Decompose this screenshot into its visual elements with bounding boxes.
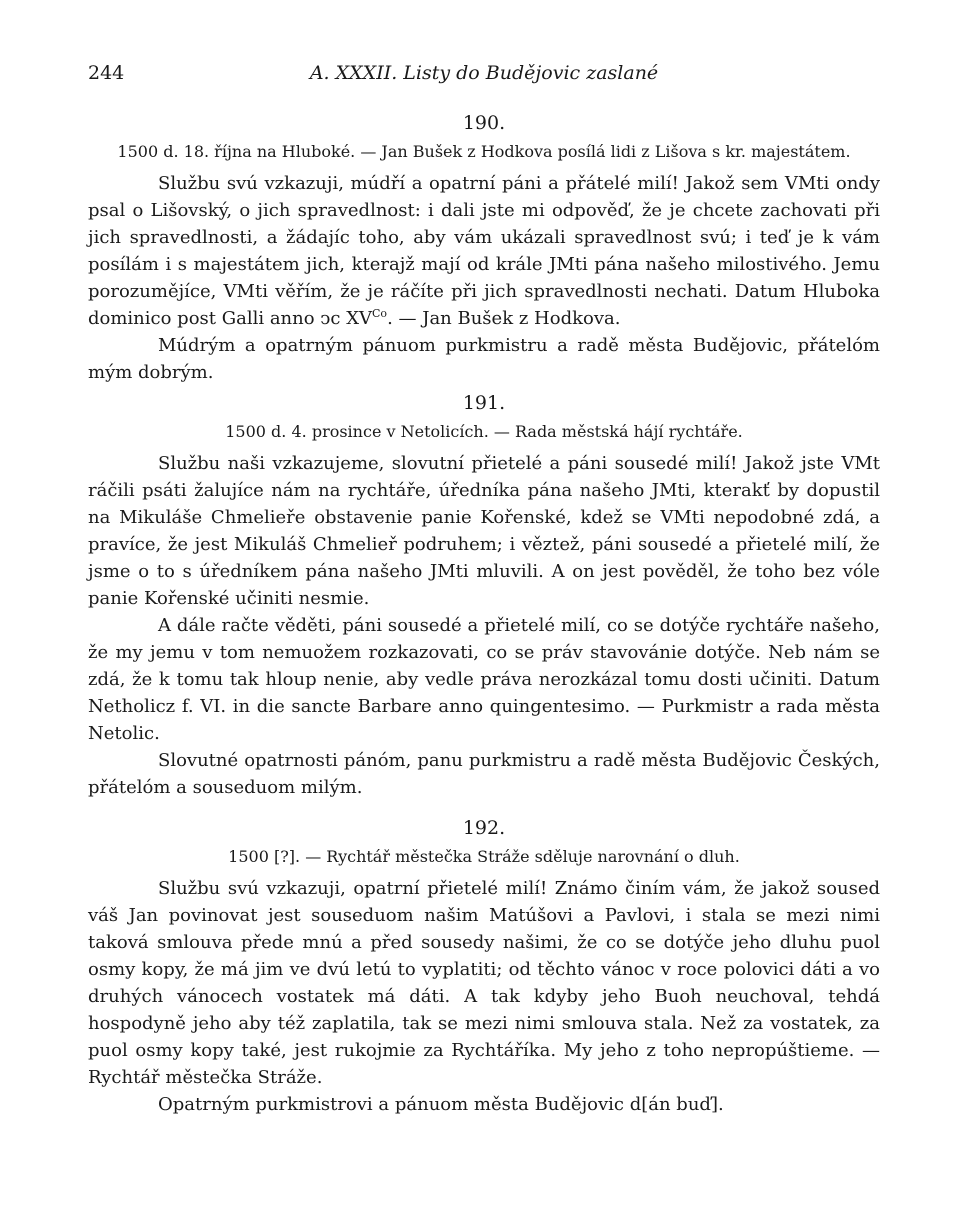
letter-body bbox=[88, 170, 880, 332]
letter-address: Slovutné opatrnosti pánóm, panu purkmistru a radě města Budějovic Českých, přátelóm a souseduom milým. bbox=[88, 750, 880, 798]
letter-heading: 1500 [?]. — Rychtář městečka Stráže sděluje narovnání o dluh. bbox=[228, 847, 740, 866]
page-number: 244 bbox=[88, 62, 125, 84]
letter-heading: 1500 d. 18. října na Hluboké. — Jan Bušek z Hodkova posílá lidi z Lišova s kr. majestátem. bbox=[117, 142, 851, 161]
letter-number: 192. bbox=[462, 817, 506, 839]
letter-body-closing: . — Jan Bušek z Hodkova. bbox=[387, 308, 621, 329]
letter-number: 191. bbox=[462, 392, 506, 414]
letter-heading: 1500 d. 4. prosince v Netolicích. — Rada městská hájí rychtáře. bbox=[225, 422, 743, 441]
letter-address: Múdrým a opatrným pánuom purkmistru a radě města Budějovic, přátelóm mým dobrým. bbox=[88, 335, 880, 383]
letter-address: Opatrným purkmistrovi a pánuom města Budějovic d[án buď]. bbox=[158, 1094, 724, 1115]
document-page bbox=[88, 56, 880, 1118]
letter-paragraph: Službu svú vzkazuji, opatrní přietelé milí! Známo činím vám, že jakož soused váš Jan povinovat jest souseduom našim Matúšovi a Pavlovi, i stala se mezi nimi taková smlouva přede mnú a před sousedy našimi, že co se dotýče jeho dluhu puol osmy kopy, že má jim ve dvú letú to vyplatiti; od těchto vánoc v roce polovici dáti a vo druhých vánocech vostatek má dáti. A tak kdyby jeho Buoh neuchoval, tehdá hospodyně jeho aby též zaplatila, tak se mezi nimi smlouva stala. Než za vostatek, za puol osmy kopy také, jest rukojmie za Rychtáříka. My jeho z toho nepropúštieme. — Rychtář městečka Stráže. bbox=[88, 878, 880, 1088]
superscript-text: Co bbox=[372, 307, 388, 320]
letter-number: 190. bbox=[462, 112, 506, 134]
letter-191 bbox=[88, 390, 880, 801]
letter-190 bbox=[88, 110, 880, 386]
running-title: A. XXXII. Listy do Budějovic zaslané bbox=[309, 62, 659, 84]
running-header bbox=[88, 56, 880, 90]
letter-body-text: Službu svú vzkazuji, múdří a opatrní páni a přátelé milí! Jakož sem VMti ondy psal o Lišovský, o jich spravedlnost: i dali jste mi odpověď, že je chcete zachovati při jich spravedlnosti, a žádajíc toho, aby vám ukázali spravedlnost svú; i teď je k vám posílám i s majestátem jich, kterajž mají od krále JMti pána našeho milostivého. Jemu porozumějíce, VMti věřím, že je ráčíte při jich spravedlnosti nechati. Datum Hluboka dominico post Galli anno ↄc XV bbox=[88, 173, 880, 329]
letter-paragraph: Službu naši vzkazujeme, slovutní přietelé a páni sousedé milí! Jakož jste VMt ráčili psáti žalujíce nám na rychtáře, úředníka pána našeho JMti, kterakť by dopustil na Mikuláše Chmelieře obstavenie panie Kořenské, kdež se VMti nepodobné zdá, a pravíce, že jest Mikuláš Chmelieř podruhem; i věztež, páni sousedé a přietelé milí, že jsme o to s úředníkem pána našeho JMti mluvili. A on jest pověděl, že toho bez vóle panie Kořenské učiniti nesmie. bbox=[88, 453, 880, 609]
letter-paragraph: A dále račte věděti, páni sousedé a přietelé milí, co se dotýče rychtáře našeho, že my jemu v tom nemuožem rozkazovati, co se práv stavovánie dotýče. Neb nám se zdá, že k tomu tak hloup nenie, aby vedle práva nerozkázal tomu dosti učiniti. Datum Netholicz f. VI. in die sancte Barbare anno quingentesimo. — Purkmistr a rada města Netolic. bbox=[88, 615, 880, 744]
letter-192 bbox=[88, 815, 880, 1118]
